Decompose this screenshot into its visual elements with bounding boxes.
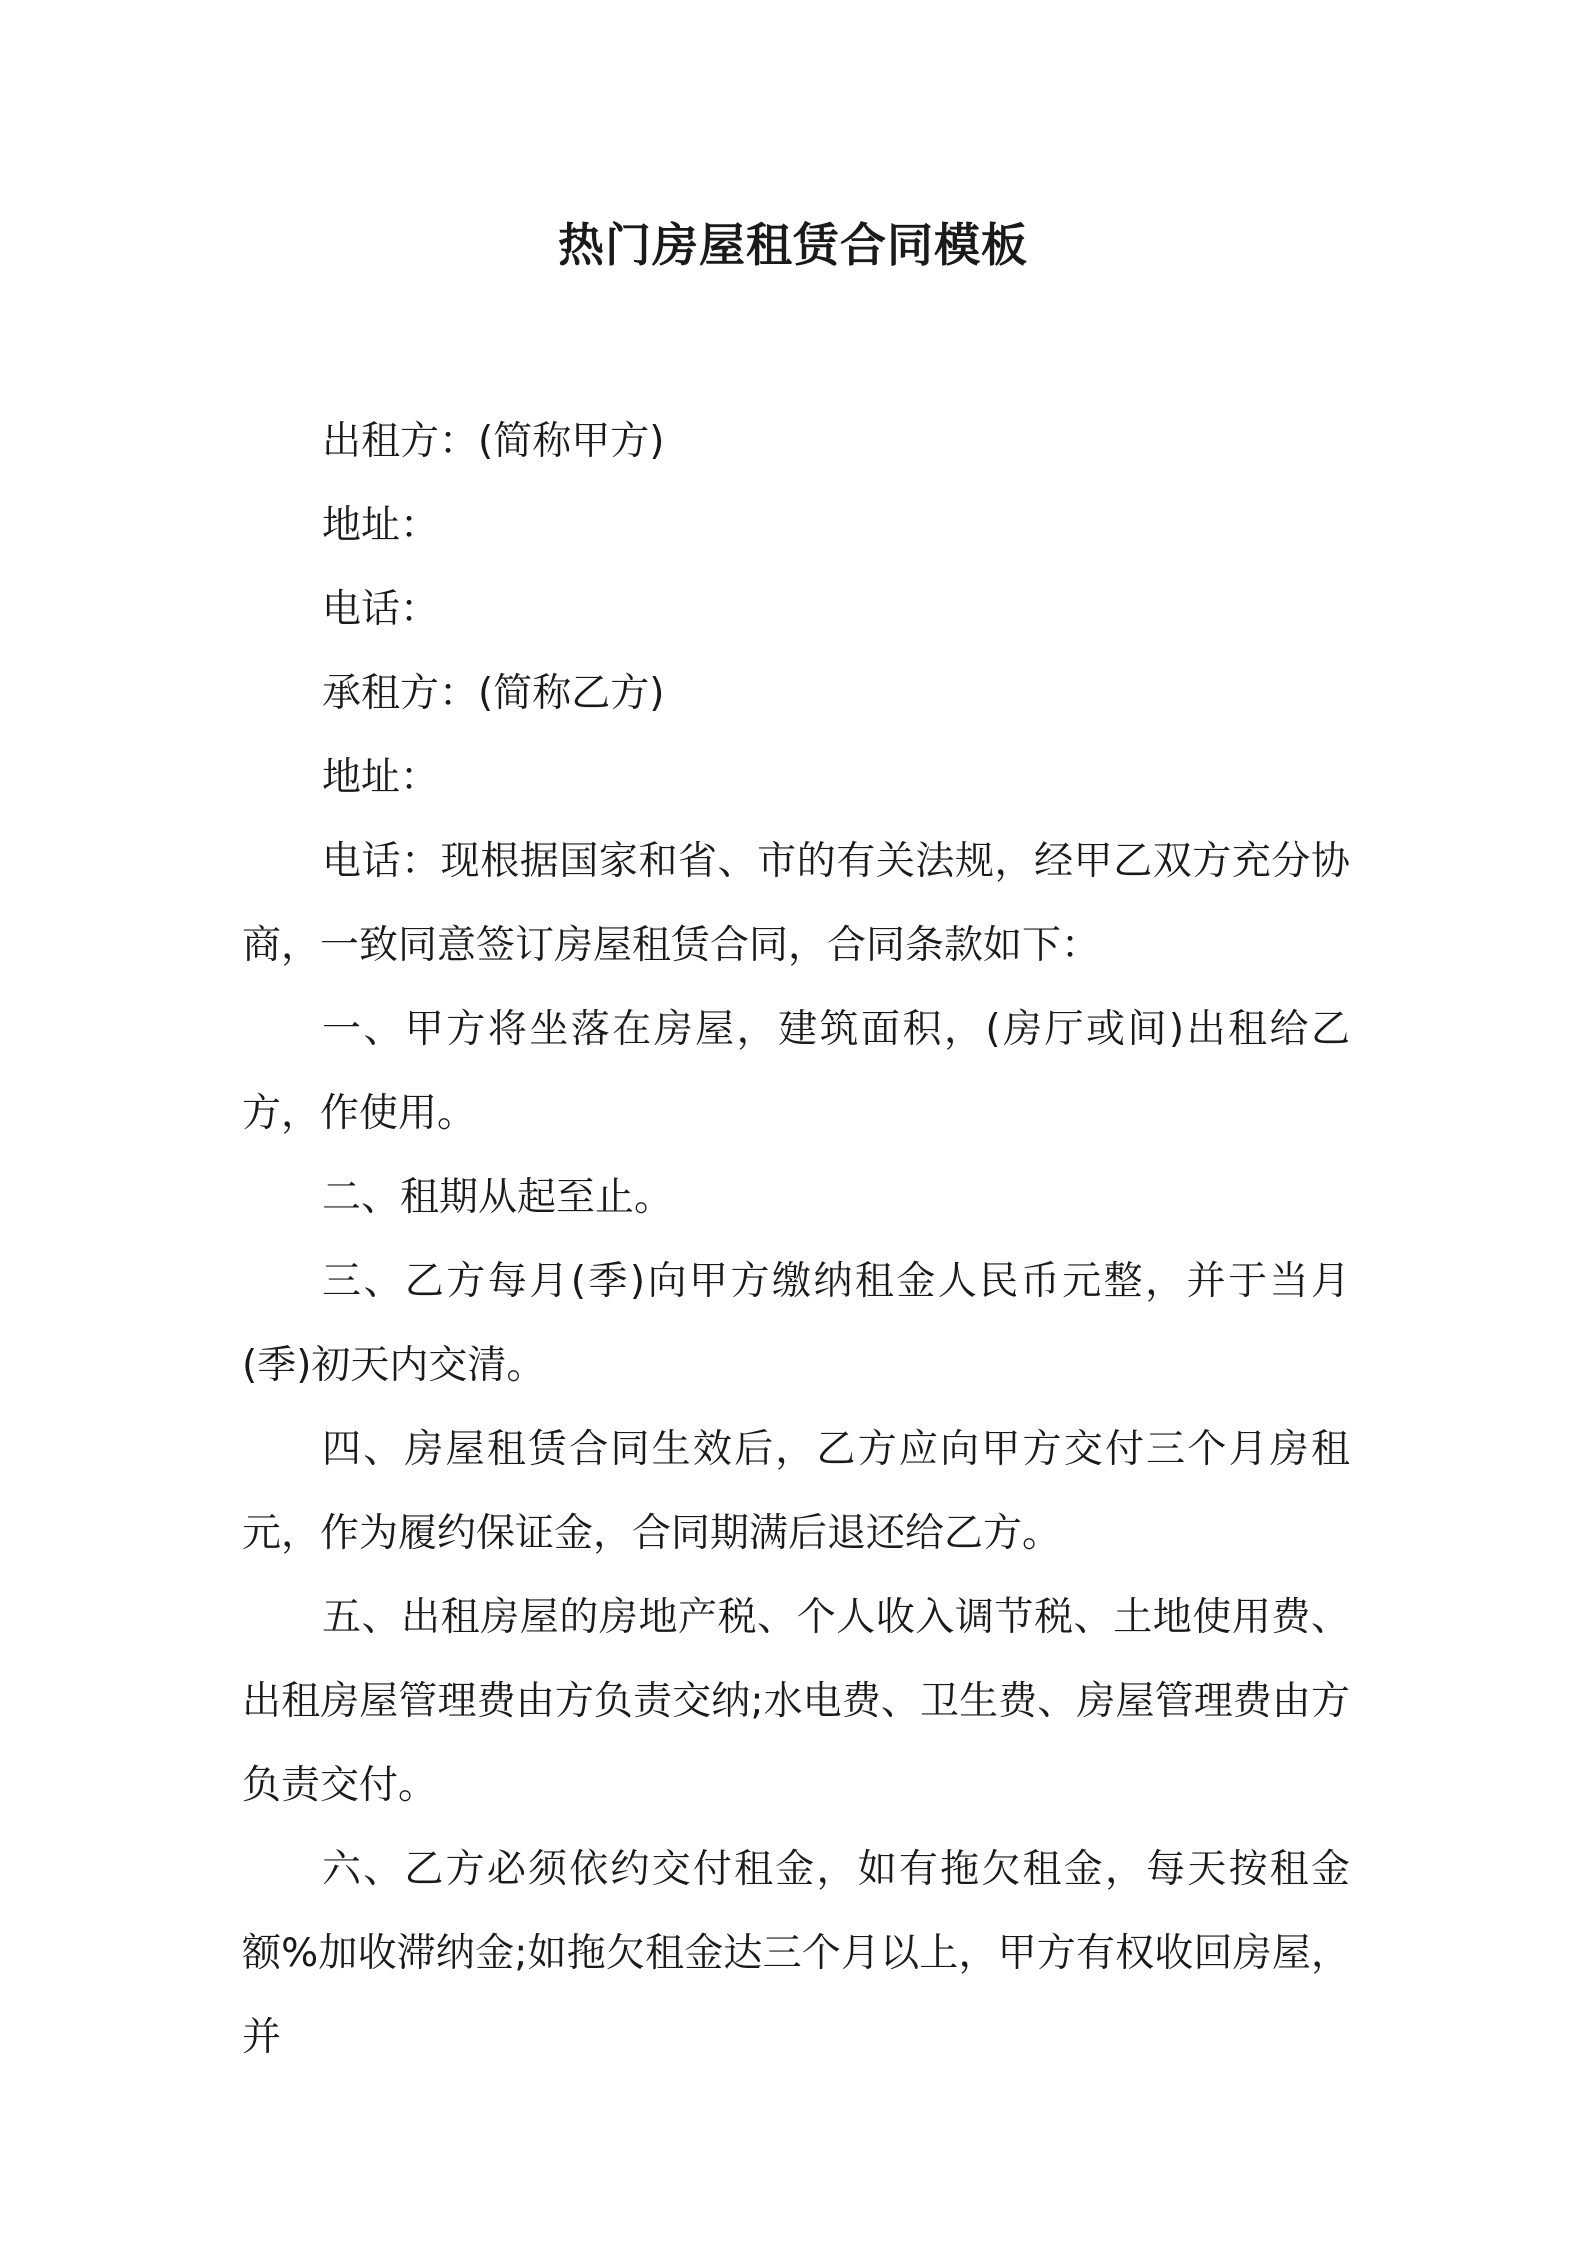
clause-2-paragraph: 二、租期从起至止。 <box>322 1175 674 1220</box>
clause-4-paragraph: 四、房屋租赁合同生效后，乙方应向甲方交付三个月房租元，作为履约保证金，合同期满后退还给乙方。 <box>242 1427 1350 1556</box>
lessee-address-line: 地址： <box>322 755 440 800</box>
clause-5-paragraph: 五、出租房屋的房地产税、个人收入调节税、土地使用费、出租房屋管理费由方负责交纳;水电费、卫生费、房屋管理费由方负责交付。 <box>242 1595 1350 1808</box>
clause-1-paragraph: 一、甲方将坐落在房屋，建筑面积，(房厅或间)出租给乙方，作使用。 <box>242 1007 1350 1136</box>
lessor-line: 出租方：(简称甲方) <box>322 419 665 464</box>
clause-3-paragraph: 三、乙方每月(季)向甲方缴纳租金人民币元整，并于当月(季)初天内交清。 <box>242 1259 1350 1388</box>
preamble-paragraph: 电话：现根据国家和省、市的有关法规，经甲乙双方充分协商，一致同意签订房屋租赁合同，合同条款如下： <box>242 839 1350 968</box>
document-title: 热门房屋租赁合同模板 <box>558 218 1028 272</box>
lessor-address-line: 地址： <box>322 503 440 548</box>
lessee-line: 承租方：(简称乙方) <box>322 671 665 716</box>
document-body <box>242 400 1350 2080</box>
lessor-phone-line: 电话： <box>322 587 440 632</box>
clause-6-paragraph: 六、乙方必须依约交付租金，如有拖欠租金，每天按租金额%加收滞纳金;如拖欠租金达三个月以上，甲方有权收回房屋，并 <box>242 1847 1350 2060</box>
